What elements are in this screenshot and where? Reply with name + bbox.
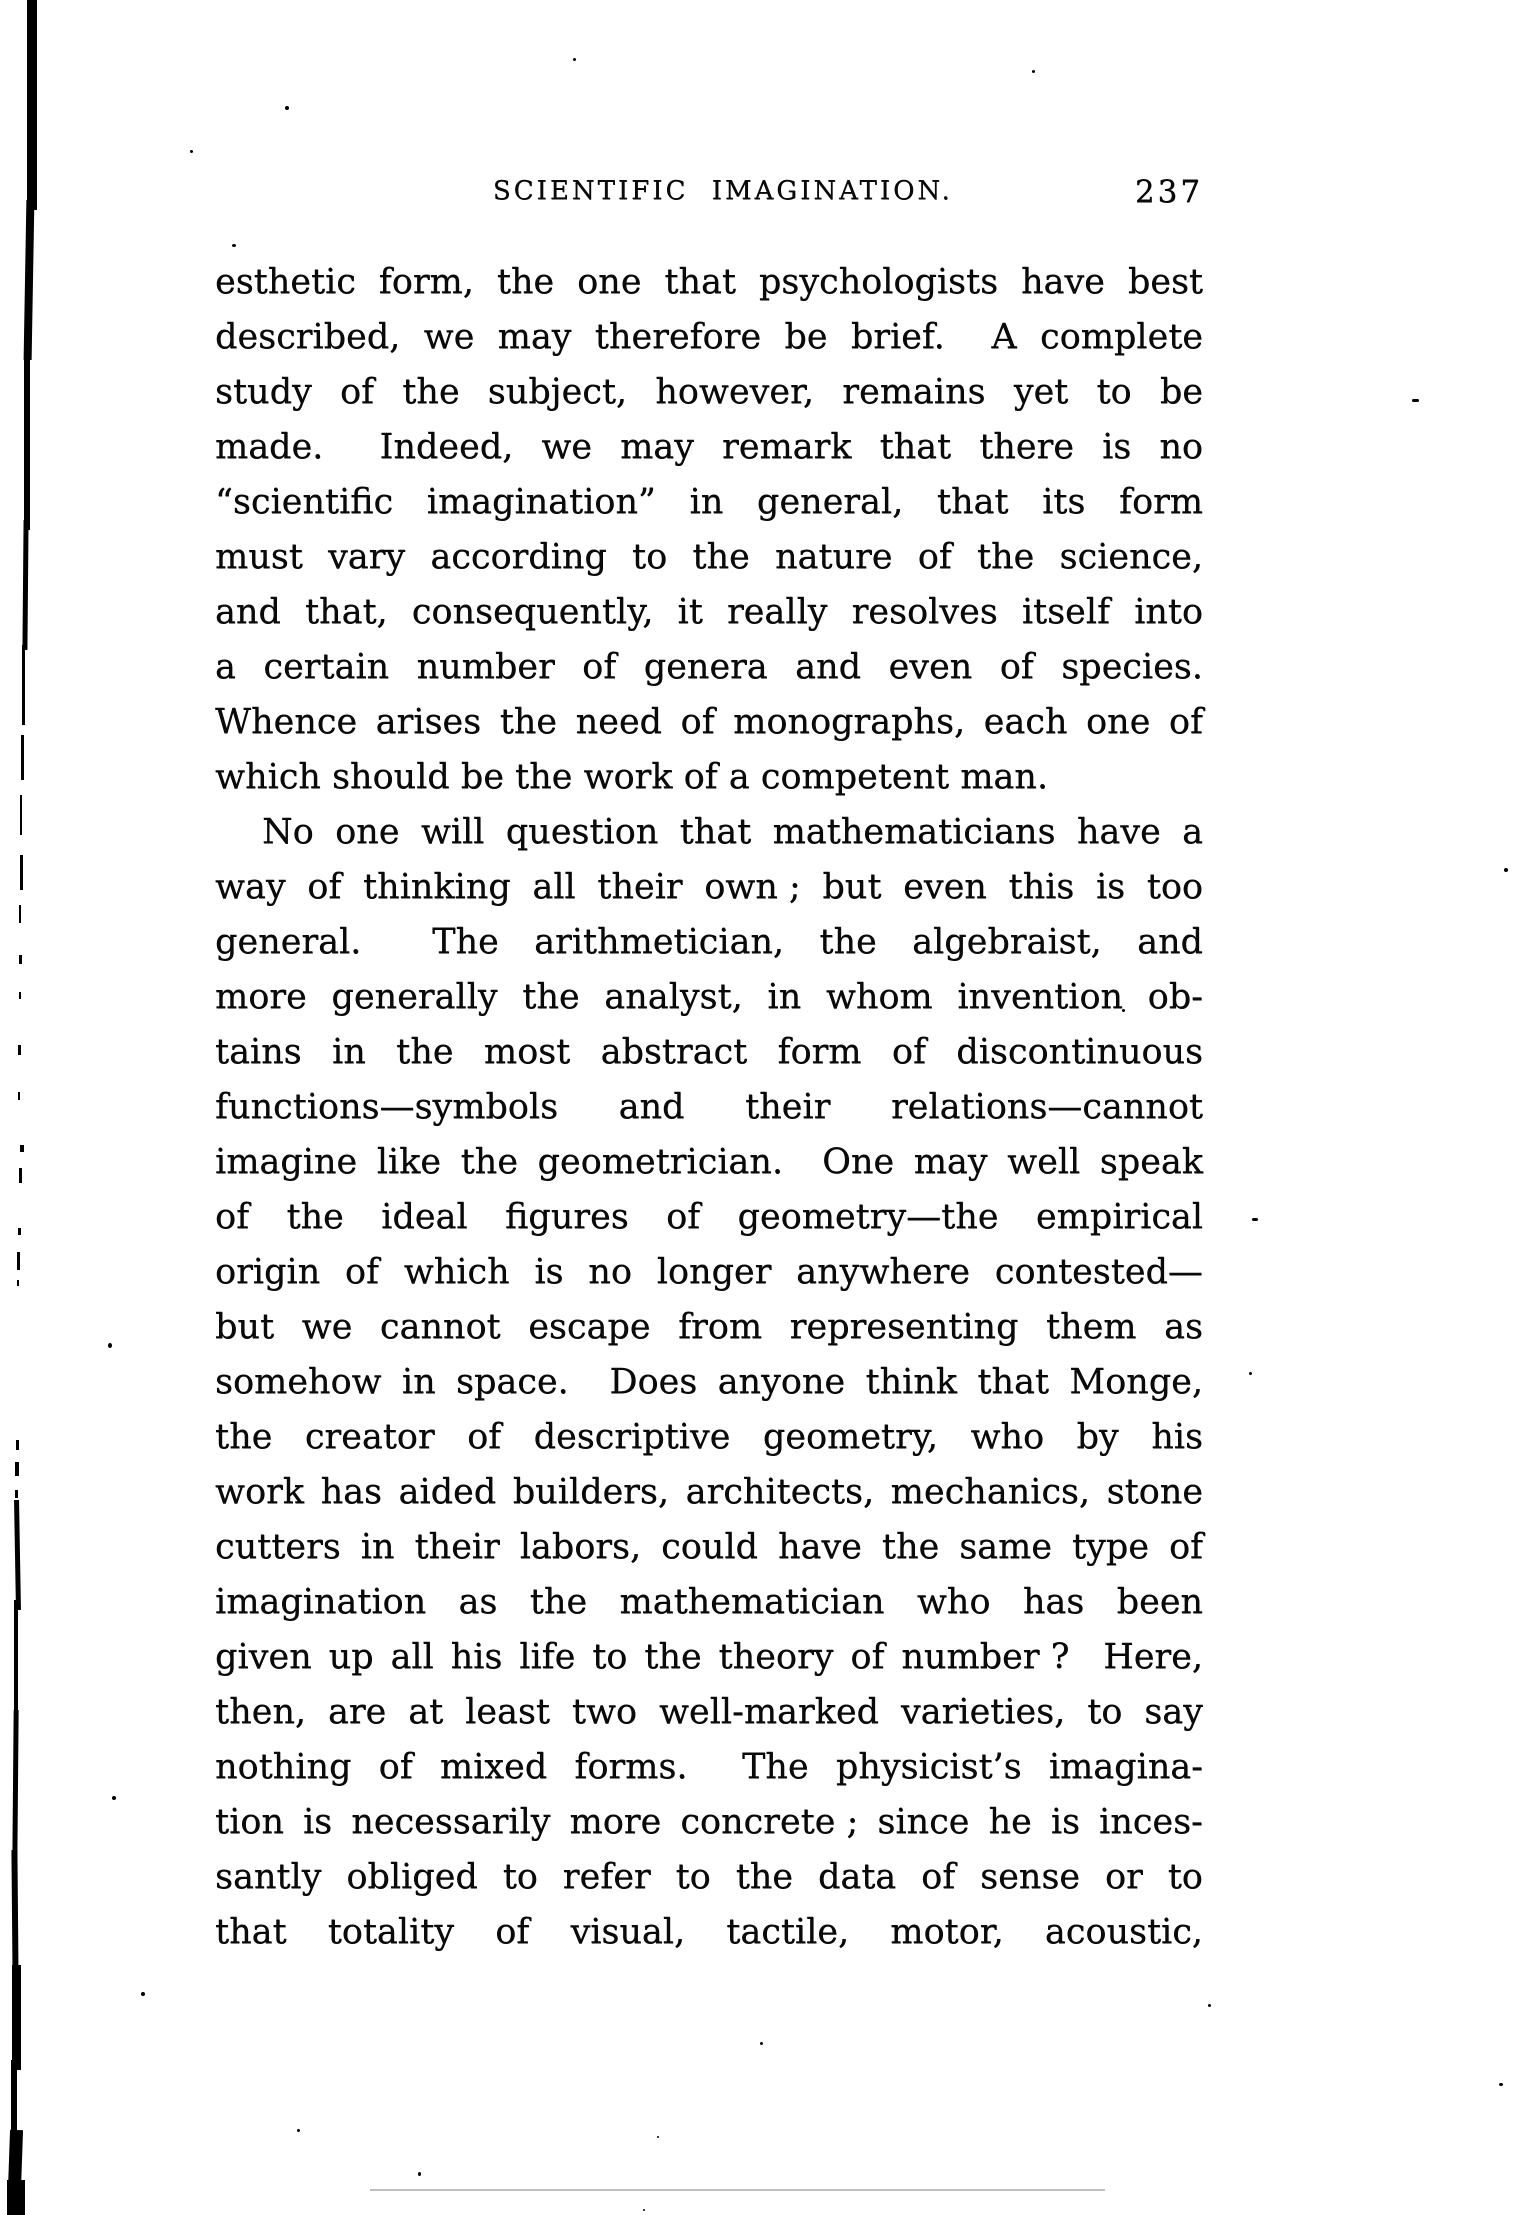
- text-body: [215, 255, 1203, 1960]
- text-line: study of the subject, however, remains yet to be: [215, 372, 1203, 412]
- text-line: imagination as the mathematician who has been: [215, 1582, 1203, 1622]
- binding-mark: [22, 645, 25, 725]
- text-line: of the ideal figures of geometry—the empirical: [215, 1197, 1203, 1237]
- text-line: then, are at least two well-marked varieties, to say: [215, 1692, 1203, 1732]
- binding-mark: [22, 520, 28, 650]
- binding-mark: [19, 955, 22, 964]
- binding-mark: [24, 200, 35, 360]
- page-number: 237: [1134, 174, 1203, 210]
- binding-mark: [27, 0, 37, 210]
- binding-mark: [19, 905, 21, 923]
- paragraph: [215, 805, 1203, 1960]
- text-line: a certain number of genera and even of species.: [215, 647, 1203, 687]
- scan-speck: [573, 58, 576, 61]
- scan-speck: [1412, 399, 1419, 402]
- binding-mark: [16, 1440, 19, 1450]
- binding-mark: [15, 1462, 19, 1476]
- text-line: work has aided builders, architects, mechanics, stone: [215, 1472, 1203, 1512]
- binding-mark: [24, 350, 30, 530]
- scan-speck: [1499, 2083, 1503, 2086]
- text-line: imagine like the geometrician. One may well speak: [215, 1142, 1203, 1182]
- binding-mark: [12, 1965, 21, 2070]
- binding-mark: [20, 855, 23, 890]
- binding-mark: [21, 735, 24, 780]
- scan-speck: [297, 2129, 300, 2132]
- binding-mark: [11, 1850, 18, 1980]
- scan-speck: [232, 244, 236, 247]
- text-line: esthetic form, the one that psychologists have best: [215, 262, 1203, 302]
- text-line: tains in the most abstract form of discontinuous: [215, 1032, 1203, 1072]
- text-line: the creator of descriptive geometry, who by his: [215, 1417, 1203, 1457]
- text-line: nothing of mixed forms. The physicist’s imagina-: [215, 1747, 1203, 1787]
- binding-mark: [14, 1500, 21, 1610]
- binding-mark: [17, 1280, 19, 1286]
- binding-mark: [14, 1600, 18, 1720]
- text-line: given up all his life to the theory of number ? Here,: [215, 1637, 1203, 1677]
- scan-speck: [1504, 868, 1508, 872]
- text-line: made. Indeed, we may remark that there is no: [215, 427, 1203, 467]
- binding-mark: [7, 2180, 25, 2215]
- text-line: that totality of visual, tactile, motor, acoustic,: [215, 1912, 1203, 1952]
- binding-mark: [19, 1168, 22, 1183]
- text-line: somehow in space. Does anyone think that Monge,: [215, 1362, 1203, 1402]
- binding-mark: [18, 1092, 20, 1100]
- binding-mark: [20, 795, 22, 835]
- text-line: santly obliged to refer to the data of sense or to: [215, 1857, 1203, 1897]
- text-line: and that, consequently, it really resolves itself into: [215, 592, 1203, 632]
- binding-mark: [12, 1710, 18, 1860]
- scan-speck: [285, 106, 289, 110]
- text-line: more generally the analyst, in whom invention ob-: [215, 977, 1203, 1017]
- binding-mark: [15, 1490, 18, 1498]
- scan-speck: [112, 1796, 116, 1800]
- text-line: functions—symbols and their relations—cannot: [215, 1087, 1203, 1127]
- text-line: must vary according to the nature of the science,: [215, 537, 1203, 577]
- scan-speck: [657, 2136, 659, 2138]
- binding-mark: [18, 1228, 21, 1235]
- scan-speck: [1208, 2004, 1211, 2007]
- text-line: but we cannot escape from representing them as: [215, 1307, 1203, 1347]
- scan-speck: [141, 1992, 145, 1996]
- page-header: [215, 176, 1203, 216]
- scan-speck: [1249, 1372, 1252, 1375]
- scan-speck: [190, 150, 193, 153]
- text-line: “scientific imagination” in general, that its form: [215, 482, 1203, 522]
- scan-speck: [643, 2209, 645, 2211]
- binding-mark: [20, 1145, 24, 1152]
- scan-speck: [108, 1343, 112, 1348]
- text-line: cutters in their labors, could have the same type of: [215, 1527, 1203, 1567]
- scan-fold-line: [370, 2189, 1105, 2191]
- text-line: Whence arises the need of monographs, each one of: [215, 702, 1203, 742]
- scan-speck: [418, 2172, 421, 2176]
- text-line: No one will question that mathematicians have a: [262, 812, 1203, 852]
- paragraph: [215, 255, 1203, 805]
- scan-speck: [1252, 1218, 1258, 1221]
- scan-speck: [760, 2042, 763, 2045]
- binding-mark: [18, 1045, 21, 1055]
- text-line: described, we may therefore be brief. A complete: [215, 317, 1203, 357]
- text-line: tion is necessarily more concrete ; since he is inces-: [215, 1802, 1203, 1842]
- text-line: way of thinking all their own ; but even this is too: [215, 867, 1203, 907]
- binding-mark: [19, 992, 21, 999]
- text-line: origin of which is no longer anywhere contested—: [215, 1252, 1203, 1292]
- binding-mark: [17, 1252, 20, 1270]
- text-line: general. The arithmetician, the algebraist, and: [215, 922, 1203, 962]
- binding-mark: [11, 2060, 17, 2140]
- scan-speck: [1032, 70, 1035, 73]
- text-line: which should be the work of a competent man.: [215, 757, 1048, 797]
- running-title: SCIENTIFIC IMAGINATION.: [492, 176, 953, 206]
